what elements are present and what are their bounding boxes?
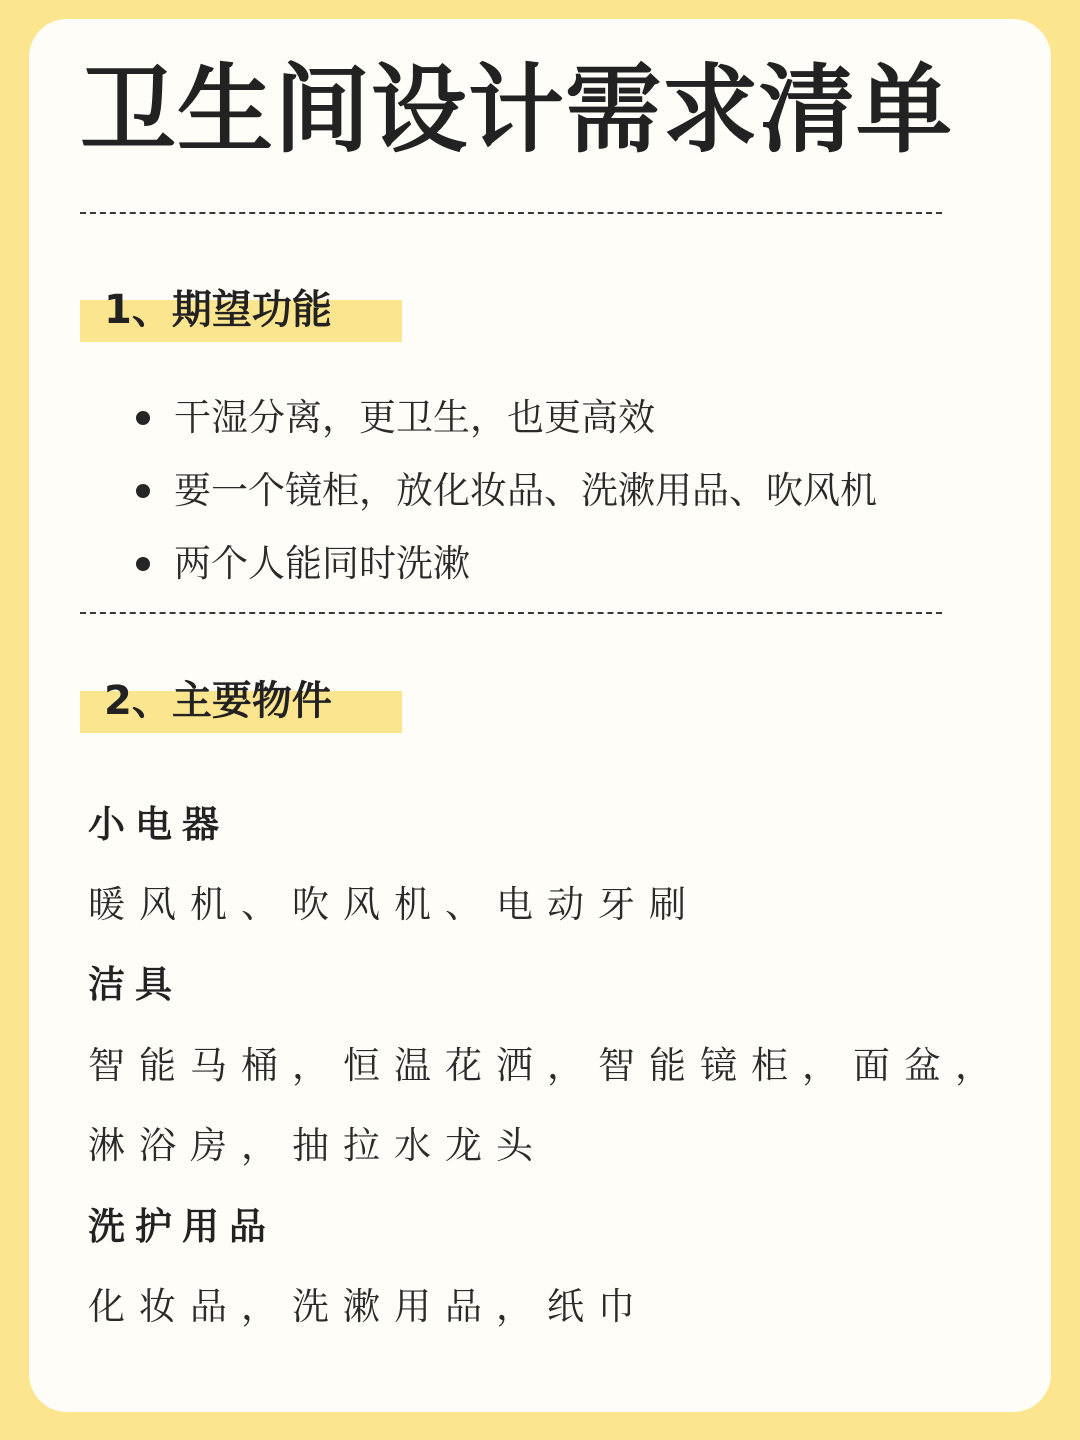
group-body-sanitary-ware-line-2: 淋浴房，抽拉水龙头 — [88, 1124, 547, 1167]
group-body-toiletries: 化妆品，洗漱用品，纸巾 — [88, 1285, 649, 1328]
list-item — [136, 534, 877, 607]
group-title-sanitary-ware: 洁具 — [88, 963, 182, 1006]
group-title-toiletries: 洗护用品 — [88, 1205, 276, 1248]
list-item-text: 干湿分离，更卫生，也更高效 — [174, 396, 655, 439]
group-body-sanitary-ware-line-1: 智能马桶，恒温花洒，智能镜柜，面盆， — [88, 1044, 1006, 1087]
group-body-small-appliances: 暖风机、吹风机、电动牙刷 — [88, 883, 700, 926]
bullet-dot-icon — [136, 484, 150, 498]
section-heading-text: 1、期望功能 — [104, 287, 332, 333]
list-item-text: 要一个镜柜，放化妆品、洗漱用品、吹风机 — [174, 469, 877, 512]
section-heading-text: 2、主要物件 — [104, 678, 332, 724]
dashed-divider — [80, 212, 942, 214]
list-item — [136, 461, 877, 534]
list-item — [136, 388, 877, 461]
bullet-dot-icon — [136, 557, 150, 571]
section-heading-main-items — [80, 673, 402, 733]
page-title: 卫生间设计需求清单 — [80, 54, 953, 166]
section-heading-expected-functions — [80, 282, 402, 342]
list-item-text: 两个人能同时洗漱 — [174, 542, 470, 585]
group-title-small-appliances: 小电器 — [88, 803, 229, 846]
dashed-divider — [80, 612, 942, 614]
function-list — [136, 388, 877, 607]
bullet-dot-icon — [136, 411, 150, 425]
